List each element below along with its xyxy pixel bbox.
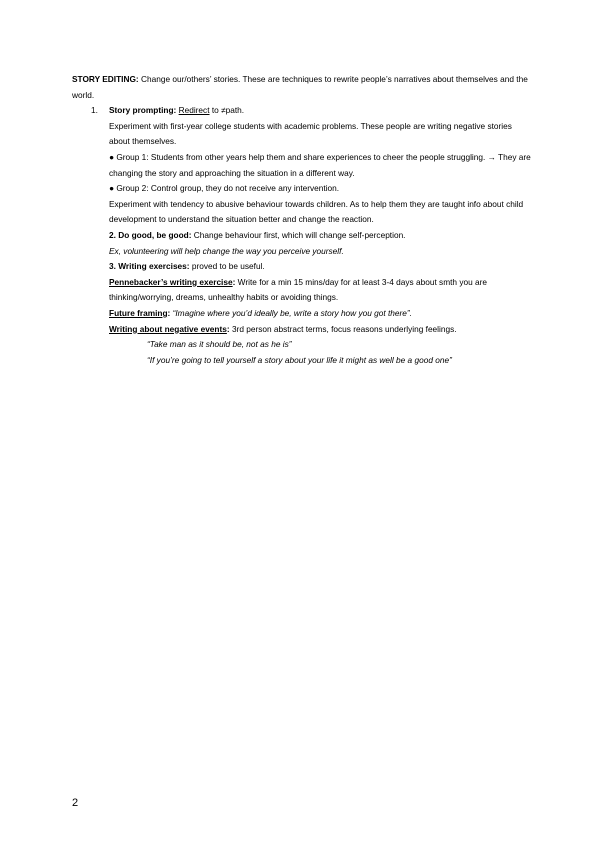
experiment-2-paragraph: Experiment with tendency to abusive behaviour towards children. As to help them they are taught info about child development to understand the situation better and change the reaction. [109, 198, 524, 225]
item-text: to ≠path. [209, 105, 245, 116]
list-number: 1. [91, 105, 98, 116]
intro-text: Change our/others’ stories. These are techniques to rewrite people’s narratives about themselves and the world. [72, 74, 528, 100]
item-writing-exercises [72, 259, 532, 275]
future-framing-paragraph [72, 306, 532, 322]
redirect-term: Redirect [178, 105, 210, 116]
quote-1: “Take man as it should be, not as he is” [147, 339, 292, 350]
item-text: Change behaviour first, which will change self-perception. [191, 229, 406, 240]
future-framing-text: “Imagine where you’d ideally be, write a story how you got there”. [170, 307, 412, 318]
pennebacker-label: Pennebacker’s writing exercise [109, 276, 233, 287]
label-colon: : [167, 307, 171, 318]
negative-events-text: 3rd person abstract terms, focus reasons underlying feelings. [229, 323, 457, 334]
page-number: 2 [72, 797, 79, 809]
item-title: 3. Writing exercises: [109, 261, 190, 272]
group-2-paragraph: ● Group 2: Control group, they do not receive any intervention. [109, 183, 340, 194]
experiment-1-paragraph: Experiment with first-year college students with academic problems. These people are writing negative stories about themselves. [109, 120, 512, 147]
document-body [72, 72, 532, 368]
negative-events-paragraph [72, 322, 532, 338]
item-text: proved to be useful. [189, 261, 265, 272]
pennebacker-text: Write for a min 15 mins/day for at least 3-4 days about smth you are thinking/worrying, dreams, unhealthy habits or avoiding things. [109, 276, 488, 303]
pennebacker-paragraph [72, 275, 532, 306]
section-heading: STORY EDITING: [72, 74, 139, 84]
intro-paragraph [72, 72, 532, 103]
item-do-good-example: Ex, volunteering will help change the way you perceive yourself. [109, 245, 344, 256]
item-title: Story prompting: [109, 105, 177, 116]
item-title: 2. Do good, be good: [109, 229, 192, 240]
list-item-story-prompting [72, 103, 532, 119]
label-colon: : [226, 323, 230, 334]
future-framing-label: Future framing [109, 307, 168, 318]
label-colon: : [232, 276, 236, 287]
negative-events-label: Writing about negative events [109, 323, 227, 334]
group-1-paragraph: ● Group 1: Students from other years help them and share experiences to cheer the people struggling. → They are changing the story and approaching the situation in a different way. [109, 151, 531, 178]
quote-2: “If you’re going to tell yourself a story about your life it might as well be a good one” [147, 354, 452, 365]
item-do-good [72, 228, 532, 244]
